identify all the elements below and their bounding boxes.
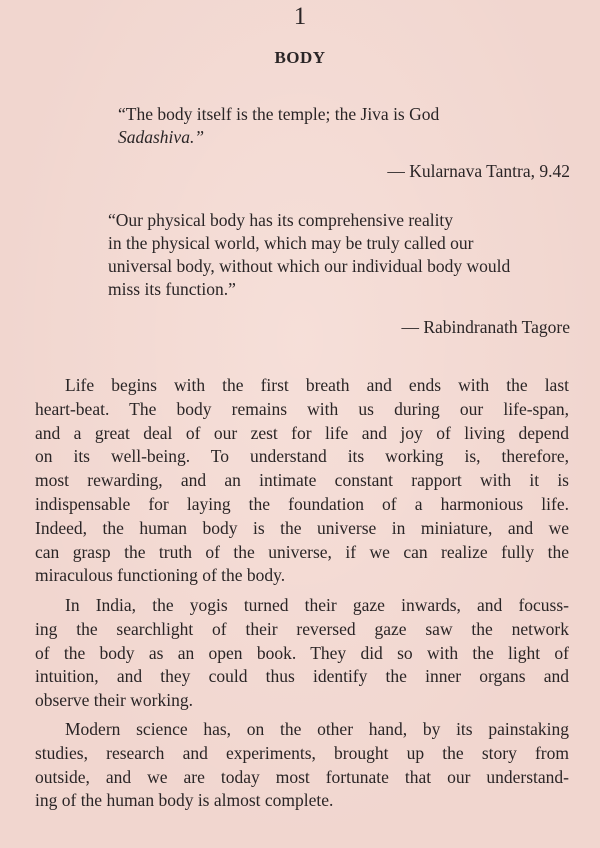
epigraph-quote-2 [108, 209, 568, 301]
paragraph-line: intuition, and they could thus identify the inner organs and [35, 666, 569, 687]
paragraph-line: indispensable for laying the foundation of a harmonious life. [35, 493, 569, 514]
epigraph-attribution-1: — Kularnava Tantra, 9.42 [387, 161, 570, 181]
paragraph-line: In India, the yogis turned their gaze inwards, and focuss- [65, 595, 569, 615]
epigraph-quote-1 [118, 103, 558, 149]
epigraph-2-line: “Our physical body has its comprehensive reality [108, 210, 454, 230]
epigraph-1-line: Sadashiva.” [118, 127, 205, 147]
paragraph-line: heart-beat. The body remains with us during our life-span, [35, 398, 569, 419]
body-paragraph-1 [35, 374, 569, 588]
epigraph-2-line: miss its function.” [108, 279, 236, 299]
paragraph-line: ing the searchlight of their reversed gaze saw the network [35, 618, 569, 639]
paragraph-line: Life begins with the first breath and ends with the last [65, 375, 569, 395]
page-number: 1 [293, 3, 307, 30]
paragraph-line: and a great deal of our zest for life and joy of living depend [35, 422, 569, 443]
chapter-title: BODY [274, 48, 326, 67]
paragraph-line: outside, and we are today most fortunate that our understand- [35, 766, 569, 787]
paragraph-line: studies, research and experiments, brought up the story from [35, 742, 569, 763]
paragraph-line: Modern science has, on the other hand, by its painstaking [65, 719, 569, 739]
epigraph-1-line: “The body itself is the temple; the Jiva is God [118, 104, 440, 124]
paragraph-line: most rewarding, and an intimate constant rapport with it is [35, 470, 569, 491]
paragraph-line: of the body as an open book. They did so with the light of [35, 642, 569, 663]
paragraph-line: miraculous functioning of the body. [35, 565, 286, 586]
epigraph-2-line: universal body, without which our individual body would [108, 256, 511, 276]
paragraph-line: ing of the human body is almost complete. [35, 790, 334, 811]
epigraph-attribution-2: — Rabindranath Tagore [401, 317, 570, 337]
epigraph-2-line: in the physical world, which may be truly called our [108, 233, 474, 253]
paragraph-line: Indeed, the human body is the universe in miniature, and we [35, 517, 569, 538]
body-paragraph-3 [35, 718, 569, 813]
paragraph-line: on its well-being. To understand its working is, therefore, [35, 446, 569, 467]
paragraph-line: can grasp the truth of the universe, if we can realize fully the [35, 541, 569, 562]
paragraph-line: observe their working. [35, 690, 193, 711]
body-paragraph-2 [35, 594, 569, 713]
